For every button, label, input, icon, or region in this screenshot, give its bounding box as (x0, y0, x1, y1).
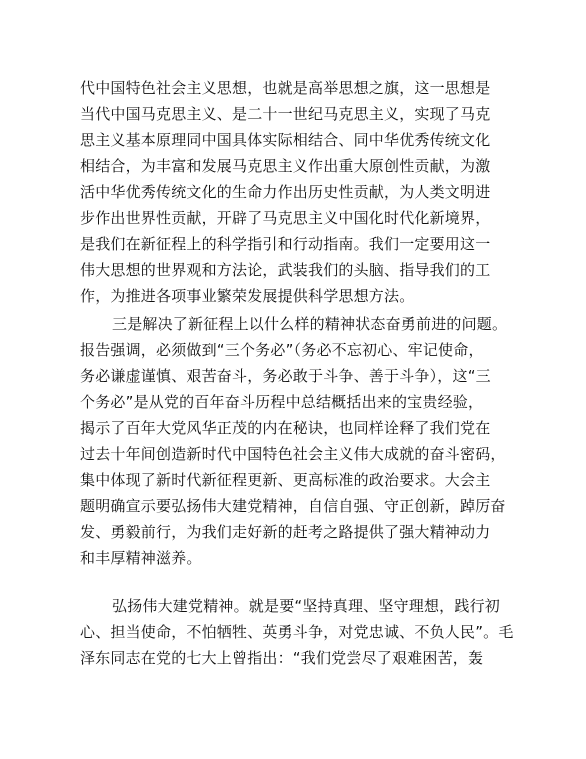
text-line: 个务必”是从党的百年奋斗历程中总结概括出来的宝贵经验， (80, 393, 484, 411)
text-line: 弘扬伟大建党精神。就是要“坚持真理、坚守理想，践行初 (112, 597, 500, 615)
text-line: 务必谦虚谨慎、艰苦奋斗，务必敢于斗争、善于斗争），这“三 (80, 367, 491, 385)
text-line: 三是解决了新征程上以什么样的精神状态奋勇前进的问题。 (112, 315, 508, 333)
text-line: 活中华优秀传统文化的生命力作出历史性贡献，为人类文明进 (80, 183, 491, 201)
text-line: 集中体现了新时代新征程更新、更高标准的政治要求。大会主 (80, 471, 491, 489)
text-line: 当代中国马克思主义、是二十一世纪马克思主义，实现了马克 (80, 105, 491, 123)
text-line: 相结合，为丰富和发展马克思主义作出重大原创性贡献，为激 (80, 157, 491, 175)
text-line: 代中国特色社会主义思想，也就是高举思想之旗，这一思想是 (80, 79, 491, 97)
text-line: 过去十年间创造新时代中国特色社会主义伟大成就的奋斗密码， (80, 445, 506, 463)
text-line: 题明确宣示要弘扬伟大建党精神，自信自强、守正创新，踔厉奋 (80, 497, 506, 515)
text-line: 伟大思想的世界观和方法论，武装我们的头脑、指导我们的工 (80, 261, 491, 279)
text-line: 是我们在新征程上的科学指引和行动指南。我们一定要用这一 (80, 235, 491, 253)
text-line: 心、担当使命，不怕牺牲、英勇斗争，对党忠诚、不负人民”。毛 (80, 623, 514, 641)
text-line: 发、勇毅前行，为我们走好新的赶考之路提供了强大精神动力 (80, 523, 491, 541)
text-line: 报告强调，必须做到“三个务必”（务必不忘初心、牢记使命， (80, 341, 484, 359)
text-line: 揭示了百年大党风华正茂的内在秘诀，也同样诠释了我们党在 (80, 419, 491, 437)
text-line: 和丰厚精神滋养。 (80, 549, 202, 567)
text-line: 思主义基本原理同中国具体实际相结合、同中华优秀传统文化 (80, 131, 491, 149)
text-line: 步作出世界性贡献，开辟了马克思主义中国化时代化新境界， (80, 209, 491, 227)
text-line: 泽东同志在党的七大上曾指出：“我们党尝尽了艰难困苦，轰 (80, 649, 484, 667)
text-line: 作，为推进各项事业繁荣发展提供科学思想方法。 (80, 287, 415, 305)
